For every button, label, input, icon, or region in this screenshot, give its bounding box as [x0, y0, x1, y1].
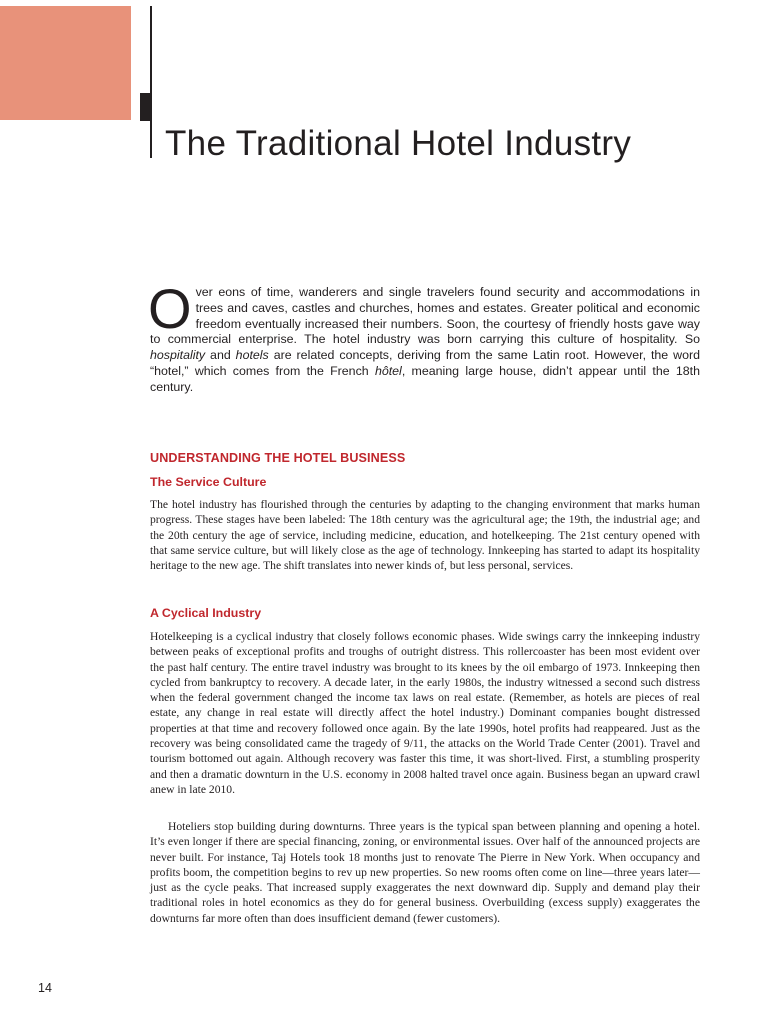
- intro-emphasis-hotel-french: hôtel: [374, 363, 402, 378]
- intro-paragraph: [148, 277, 700, 396]
- chapter-title: The Traditional Hotel Industry: [165, 124, 632, 163]
- chapter-accent-block: [0, 6, 131, 120]
- drop-cap: O: [148, 277, 192, 340]
- cyclical-paragraph-1: Hotelkeeping is a cyclical industry that closely follows economic phases. Wide swings carry the innkeeping industry between peaks of exceptional profits and troughs of outright distress. This rollercoaster has been most evident over the past half century. The entire travel industry was brought to its knees by the oil embargo of 1973. Innkeeping then cycled from bankruptcy to recovery. A decade later, in the early 1980s, the industry witnessed a second such distress when the federal government changed the income tax laws on real estate. (Remember, as hotels are pieces of real estate, any change in real estate will directly affect the hotel industry.) Dominant companies bought distressed properties at that time and recovery followed once again. By the late 1990s, hotel profits had reappeared. Just as the recovery was being consolidated came the tragedy of 9/11, the attacks on the World Trade Center (2001). Travel and tourism bottomed out again. Although recovery was faster this time, it was short-lived. First, a stumbling prosperity and then a dramatic downturn in the U.S. economy in 2008 halted travel once again. Business began an upward crawl anew in late 2010.: [150, 630, 700, 796]
- subheading-cyclical-industry: A Cyclical Industry: [150, 606, 262, 620]
- chapter-rule-line: [150, 6, 152, 158]
- intro-text-2: and: [205, 348, 236, 363]
- cyclical-paragraph-2: Hoteliers stop building during downturns. Three years is the typical span between planning and opening a hotel. It’s even longer if there are special financing, zoning, or environmental issues. Over half of the announced projects are never built. For instance, Taj Hotels took 18 months just to renovate The Pierre in New York. When occupancy and profits boom, the competition begins to rev up new properties. So new rooms often come on line—three years later—just as the cycle peaks. That increased supply exaggerates the next downward dip. Supply and demand play their traditional roles in hotel economics as they do for general business. Overbuilding (excess supply) exaggerates the downturns far more often than does insufficient demand (fewer customers).: [150, 820, 700, 925]
- intro-emphasis-hotels: hotels: [235, 348, 269, 363]
- intro-text-3: are related concepts, deriving from the same Latin root. However, the word “hotel,” which comes from the French: [150, 348, 700, 378]
- page-number: 14: [38, 981, 52, 995]
- chapter-rule-mark: [140, 93, 151, 121]
- subheading-service-culture: The Service Culture: [150, 475, 267, 489]
- section-heading: UNDERSTANDING THE HOTEL BUSINESS: [150, 451, 406, 465]
- intro-text-4: , meaning large house, didn’t appear until the 18th century.: [150, 363, 700, 394]
- intro-text-1: ver eons of time, wanderers and single travelers found security and accommodations in trees and caves, castles and churches, homes and estates. Greater political and economic freedom eventually increased their numbers. Soon, the courtesy of friendly hosts gave way to commercial enterprise. The hotel industry was born carrying this culture of hospitality. So: [150, 285, 700, 347]
- intro-emphasis-hospitality: hospitality: [150, 348, 206, 363]
- service-culture-paragraph: The hotel industry has flourished through the centuries by adapting to the changing environment that marks human progress. These stages have been labeled: The 18th century was the agricultural age; the 19th, the industrial age; and the 20th century the age of service, including medicine, education, and hotelkeeping. The 21st century opened with that same service culture, but will likely close as the age of technology. Innkeeping has started to adapt its hospitality heritage to the new age. The shift translates into newer kinds of, but less personal, services.: [150, 498, 700, 573]
